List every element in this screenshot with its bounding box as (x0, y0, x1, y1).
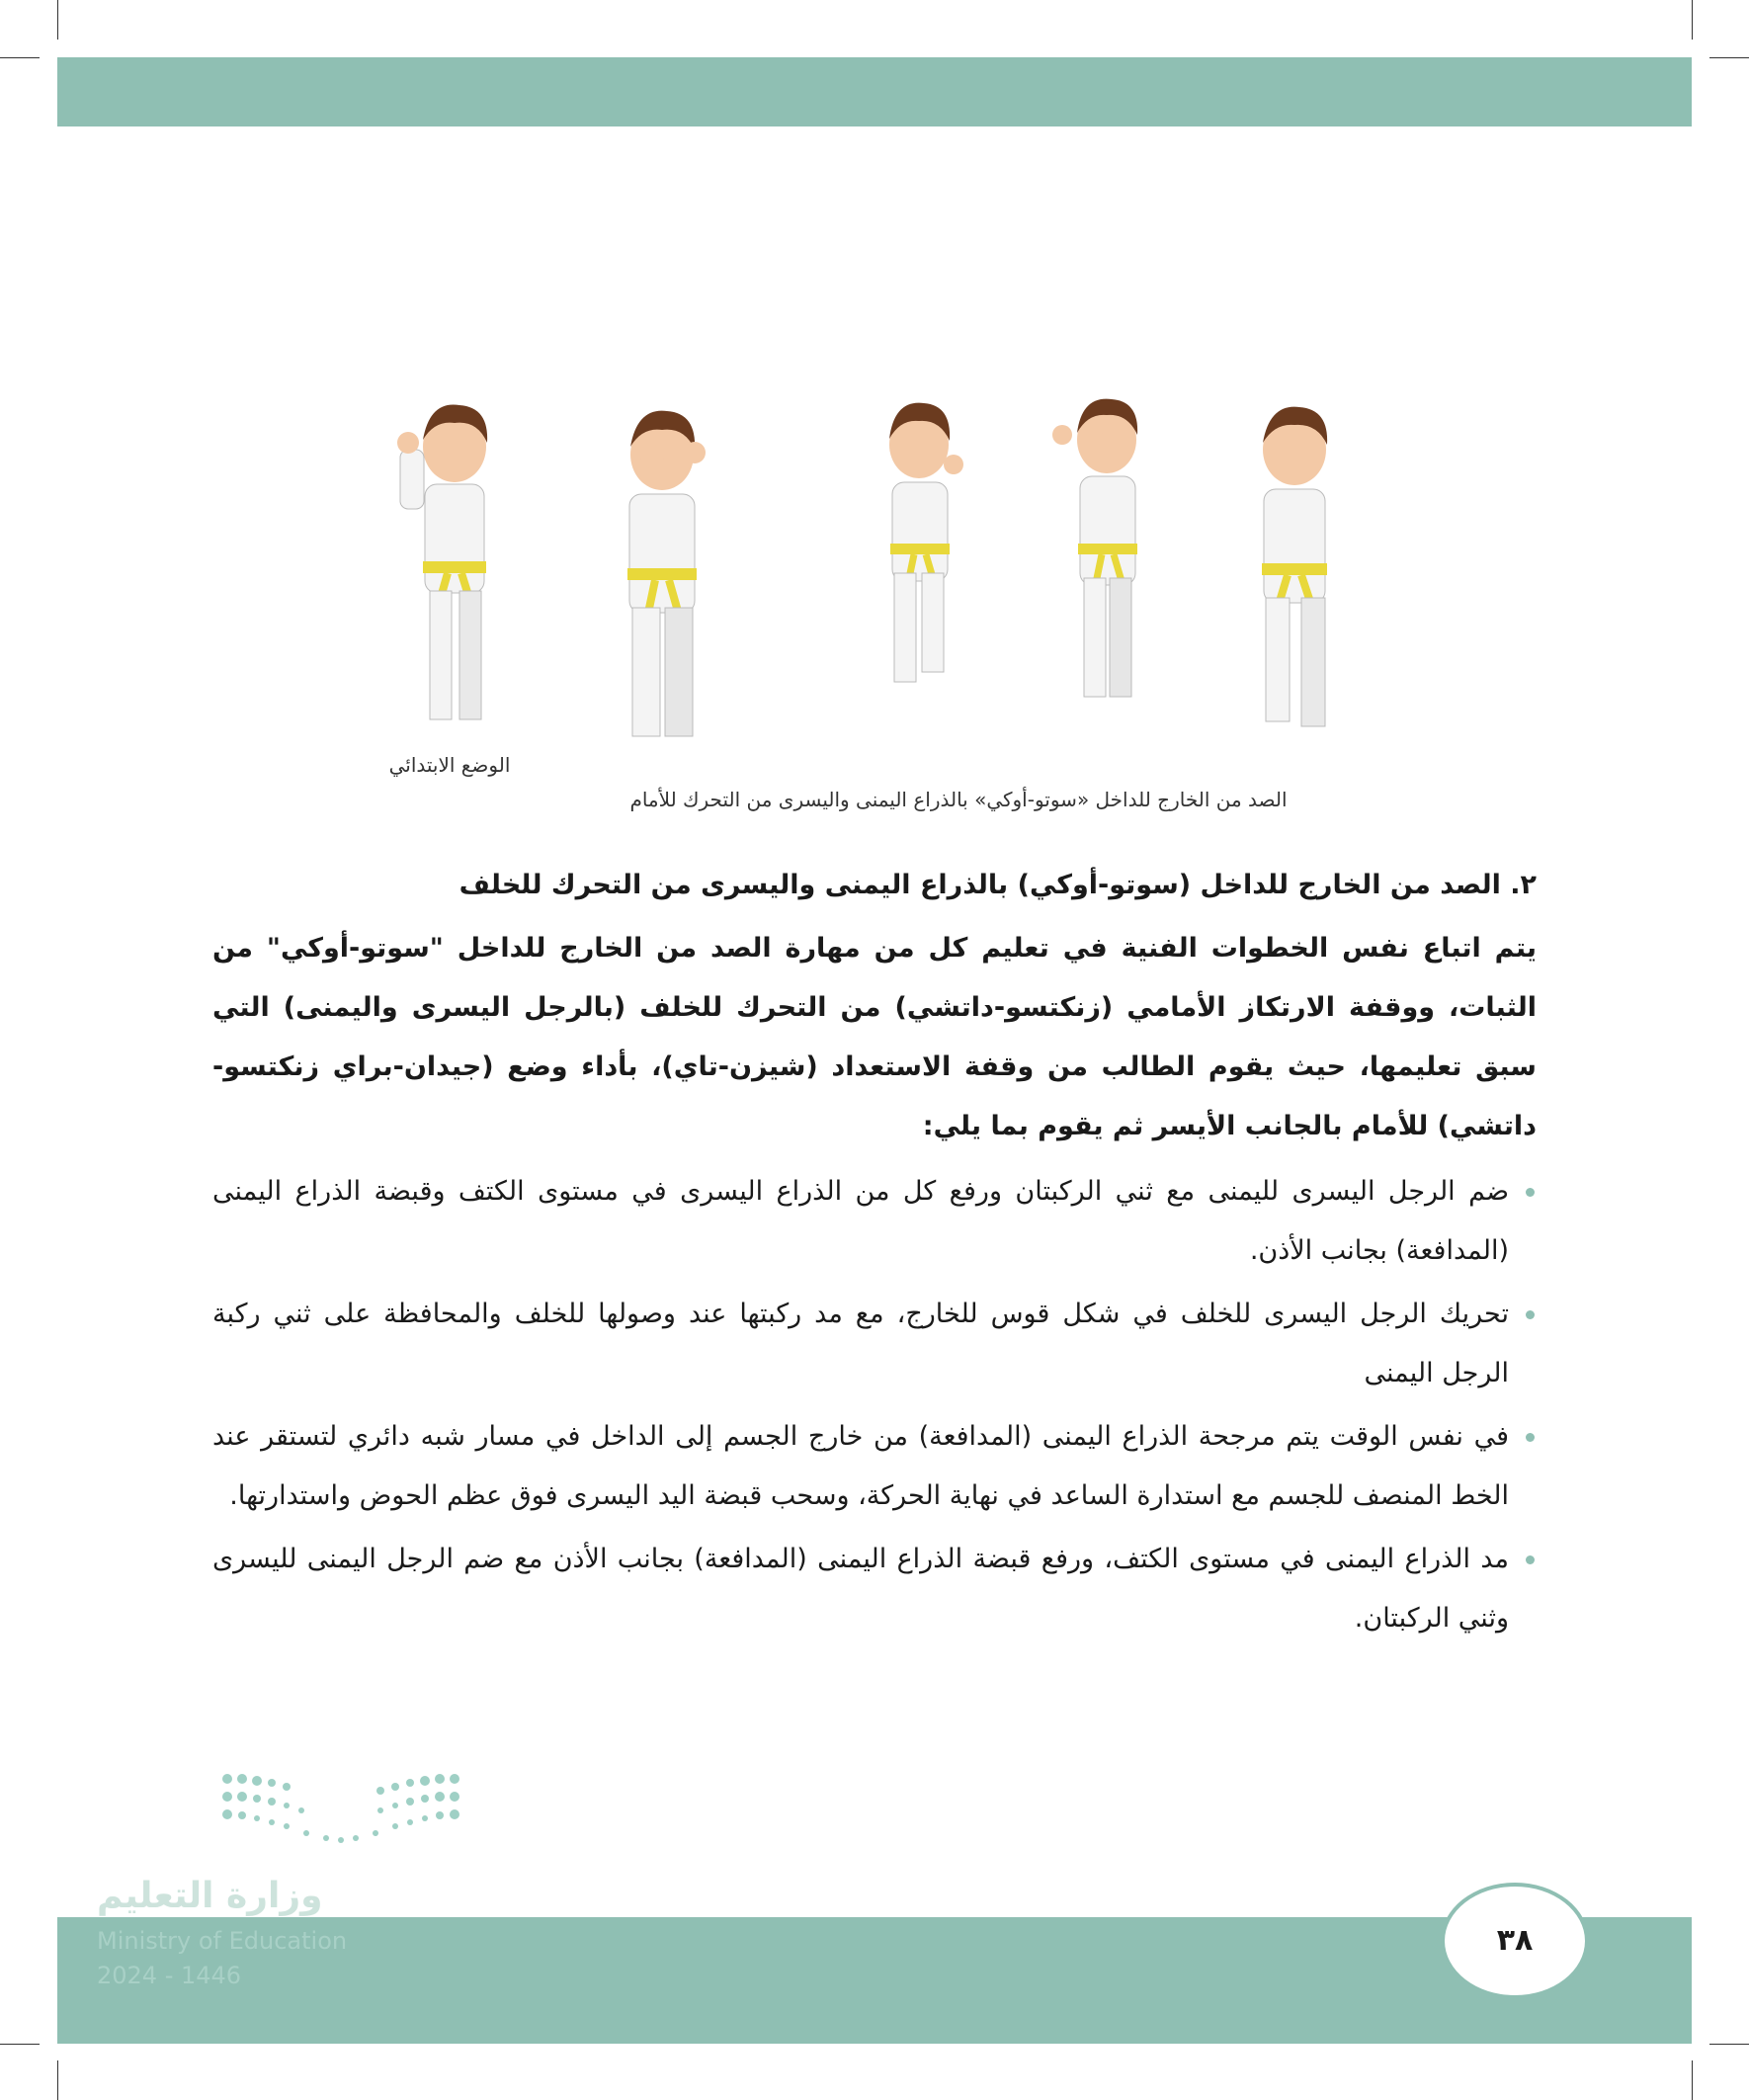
list-item-text: في نفس الوقت يتم مرجحة الذراع اليمنى (المدافعة) من خارج الجسم إلى الداخل في مسار شبه دائري لتستقر عند الخط المنصف للجسم مع استدارة الساعد في نهاية الحركة، وسحب قبضة اليد اليسرى فوق عظم الحوض واستدارتها. (212, 1421, 1509, 1511)
bullet-icon (1526, 1555, 1535, 1564)
caption-initial-position: الوضع الابتدائي (388, 753, 511, 777)
header-band (57, 57, 1692, 126)
karate-figure (1042, 395, 1171, 751)
figure-caption: الصد من الخارج للداخل «سوتو-أوكي» بالذراع اليمنى واليسرى من التحرك للأمام (629, 788, 1288, 811)
bullet-icon (1526, 1433, 1535, 1442)
karate-figure (855, 395, 983, 751)
karate-figure (390, 395, 519, 751)
section-heading: ٢. الصد من الخارج للداخل (سوتو-أوكي) بالذراع اليمنى واليسرى من التحرك للخلف (458, 870, 1537, 900)
karate-illustrations (390, 395, 1359, 751)
list-item-text: مد الذراع اليمنى في مستوى الكتف، ورفع قبضة الذراع اليمنى (المدافعة) بجانب الأذن مع ضم الرجل اليمنى لليسرى وثني الركبتان. (212, 1544, 1509, 1634)
list-item (212, 1162, 1509, 1281)
list-item (212, 1530, 1509, 1648)
crop-mark (1692, 2060, 1693, 2100)
crop-mark (57, 2060, 58, 2100)
page-number: ٣٨ (1496, 1923, 1534, 1958)
list-item (212, 1407, 1509, 1526)
edition-year: 2024 - 1446 (97, 1962, 242, 1989)
ministry-name-english: Ministry of Education (97, 1927, 348, 1955)
crop-mark (0, 2044, 40, 2045)
ministry-logo-icon (212, 1769, 469, 1858)
list-item-text: تحريك الرجل اليسرى للخلف في شكل قوس للخارج، مع مد ركبتها عند وصولها للخلف والمحافظة على ثني ركبة الرجل اليمنى (212, 1299, 1509, 1388)
karate-figure (598, 395, 726, 751)
crop-mark (0, 57, 40, 58)
section-content (212, 860, 1537, 1652)
ministry-name-arabic: وزارة التعليم (97, 1876, 323, 1916)
list-item-text: ضم الرجل اليسرى لليمنى مع ثني الركبتان ورفع كل من الذراع اليسرى في مستوى الكتف وقبضة الذراع اليمنى (المدافعة) بجانب الأذن. (212, 1176, 1509, 1266)
list-item (212, 1285, 1509, 1403)
karate-figure (1230, 395, 1359, 751)
bullet-icon (1526, 1188, 1535, 1197)
section-intro: يتم اتباع نفس الخطوات الفنية في تعليم كل من مهارة الصد من الخارج للداخل "سوتو-أوكي" من الثبات، ووقفة الارتكاز الأمامي (زنكتسو-داتشي) من التحرك للخلف (بالرجل اليسرى واليمنى) التي سبق تعليمها، حيث يقوم الطالب من وقفة الاستعداد (شيزن-تاي)، بأداء وضع (جيدان-براي زنكتسو-داتشي) للأمام بالجانب الأيسر ثم يقوم بما يلي: (212, 933, 1537, 1141)
crop-mark (1709, 2044, 1749, 2045)
crop-mark (1709, 57, 1749, 58)
steps-list (212, 1162, 1537, 1648)
crop-mark (1692, 0, 1693, 40)
crop-mark (57, 0, 58, 40)
bullet-icon (1526, 1310, 1535, 1319)
